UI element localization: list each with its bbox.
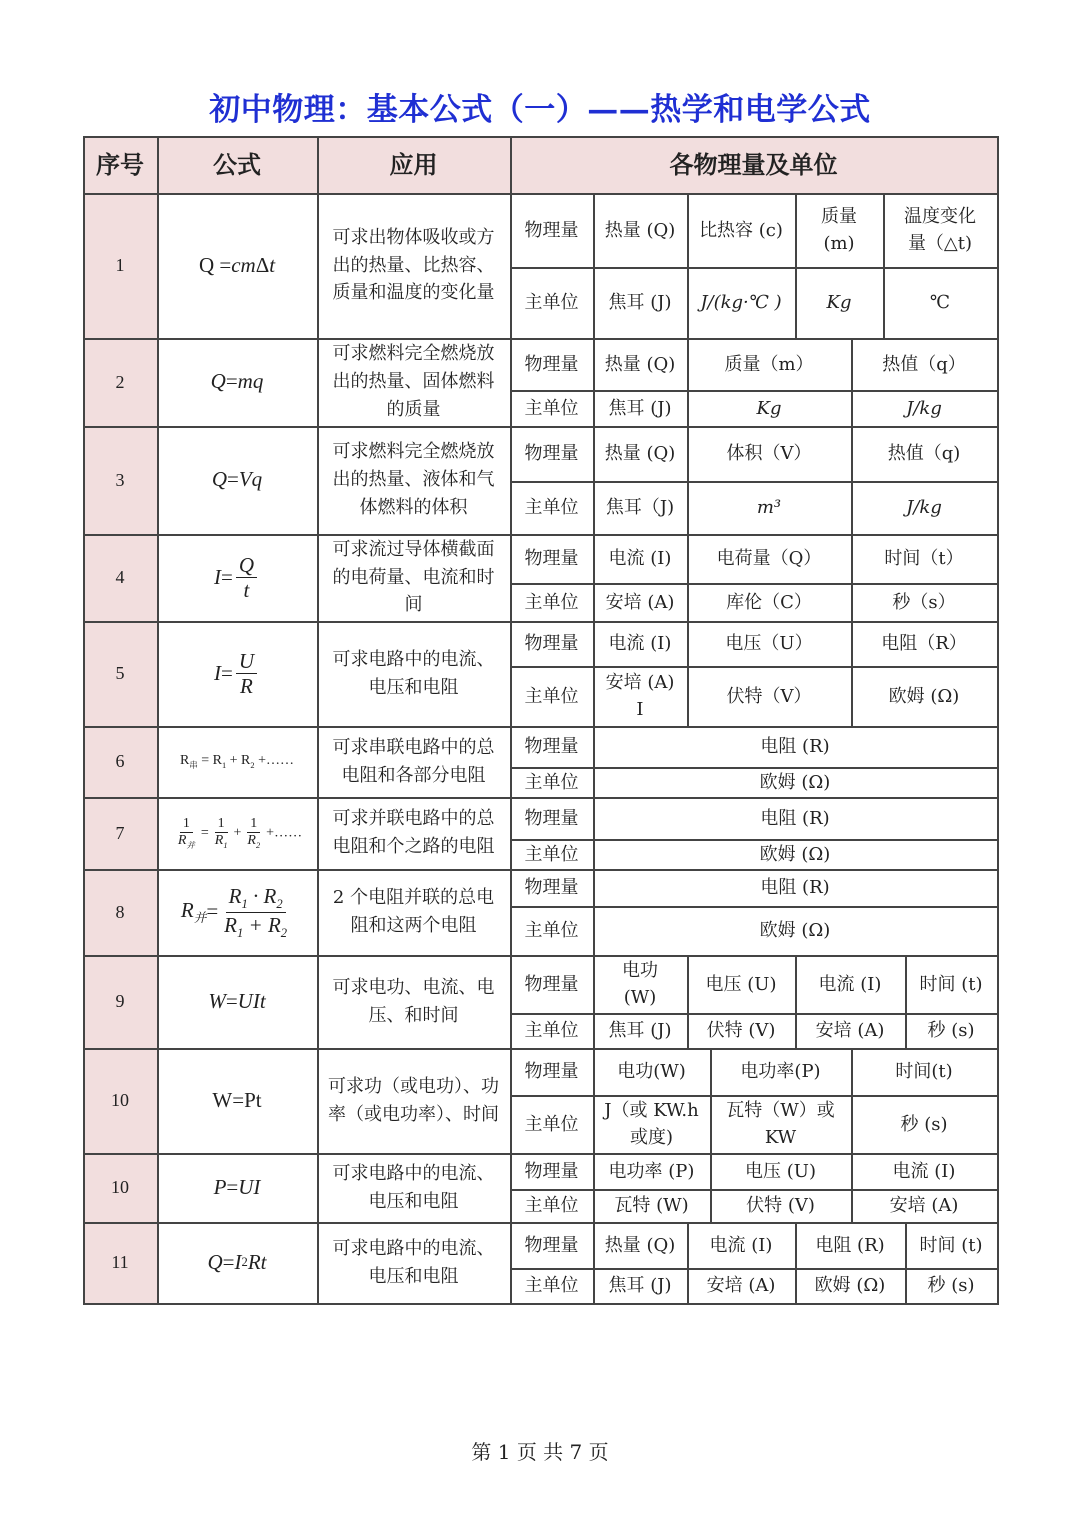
table-vline xyxy=(851,390,853,426)
unit-cell: 欧姆 (Ω) xyxy=(888,685,960,707)
table-vline xyxy=(687,1268,689,1303)
quantity-cell: 电阻 (R) xyxy=(760,877,830,898)
application-text: 可求电路中的电流、 电压和电阻 xyxy=(332,1237,495,1287)
table-vline xyxy=(905,955,907,1013)
table-hline xyxy=(83,193,999,195)
quantity-cell: 电功 (W) xyxy=(622,960,658,1008)
table-vline xyxy=(593,338,595,426)
unit-cell: J/kg xyxy=(906,397,942,419)
table-hline xyxy=(510,767,997,769)
unit-cell: J/kg xyxy=(906,497,942,518)
unit-cell: 秒 (s) xyxy=(900,1113,948,1135)
table-hline xyxy=(83,136,999,138)
application-text: 可求电功、电流、电 压、和时间 xyxy=(332,976,495,1026)
quantity-cell: 电荷量（Q） xyxy=(716,548,822,569)
unit-cell: m³ xyxy=(756,497,782,518)
page-title: 初中物理：基本公式（一）——热学和电学公式 xyxy=(209,92,871,128)
table-vline xyxy=(710,1153,712,1189)
application-text: 可求电路中的电流、 电压和电阻 xyxy=(332,1162,495,1212)
quantity-cell: 比热容 (c) xyxy=(699,219,783,241)
application-text: 2 个电阻并联的总电 阻和这两个电阻 xyxy=(332,887,495,936)
table-hline xyxy=(83,1303,999,1305)
table-vline xyxy=(687,666,689,726)
quantity-cell: 电流 (I) xyxy=(608,548,672,569)
label-unit: 主单位 xyxy=(524,397,579,419)
table-hline xyxy=(510,481,997,483)
quantity-cell: 电阻 (R) xyxy=(815,1234,885,1256)
table-vline xyxy=(710,1048,712,1095)
table-vline xyxy=(687,390,689,426)
unit-cell: 安培 (A) xyxy=(815,1020,885,1041)
label-quantity: 物理量 xyxy=(524,353,579,375)
table-vline xyxy=(593,193,595,338)
quantity-cell: 电功率(P) xyxy=(740,1061,821,1082)
unit-cell: 伏特 (V) xyxy=(746,1195,815,1216)
table-vline xyxy=(593,534,595,621)
table-vline xyxy=(795,1013,797,1048)
seq-number: 1 xyxy=(115,255,125,275)
unit-cell: ℃ xyxy=(929,292,951,313)
label-quantity: 物理量 xyxy=(524,443,579,464)
unit-cell: 焦耳 (J) xyxy=(608,1275,672,1296)
table-vline xyxy=(997,136,999,1305)
unit-cell: 库伦（C） xyxy=(726,591,812,613)
label-unit: 主单位 xyxy=(524,920,579,941)
table-vline xyxy=(795,1268,797,1303)
quantity-cell: 电压 (U) xyxy=(745,1160,816,1182)
unit-cell: 伏特 (V) xyxy=(706,1020,776,1041)
label-unit: 主单位 xyxy=(524,685,579,707)
unit-cell: 焦耳 (J) xyxy=(608,292,672,313)
unit-cell: 安培 (A) xyxy=(889,1195,959,1216)
label-quantity: 物理量 xyxy=(524,219,579,241)
header-units: 各物理量及单位 xyxy=(669,150,838,179)
table-vline xyxy=(795,955,797,1013)
table-vline xyxy=(795,193,797,267)
table-vline xyxy=(851,426,853,481)
table-vline xyxy=(851,1189,853,1222)
table-vline xyxy=(687,583,689,621)
unit-cell: 安培 (A) xyxy=(706,1275,776,1296)
formula-5: I = $\frac{U}{R}$ xyxy=(157,621,317,726)
table-vline xyxy=(905,1268,907,1303)
table-vline xyxy=(687,621,689,666)
quantity-cell: 热量 (Q) xyxy=(604,1234,676,1256)
quantity-cell: 电阻（R） xyxy=(881,633,967,654)
label-unit: 主单位 xyxy=(524,1113,579,1135)
application-text: 可求并联电路中的总 电阻和个之路的电阻 xyxy=(332,808,495,857)
seq-number: 5 xyxy=(115,663,125,683)
label-unit: 主单位 xyxy=(524,1275,579,1296)
formula-9: W = UIt xyxy=(208,988,266,1013)
table-hline xyxy=(510,583,997,585)
table-vline xyxy=(883,267,885,338)
seq-number: 10 xyxy=(111,1090,129,1110)
unit-cell: 欧姆 (Ω) xyxy=(759,843,831,865)
quantity-cell: 时间 (t) xyxy=(919,973,983,995)
quantity-cell: 电压（U） xyxy=(725,633,813,654)
table-vline xyxy=(795,1222,797,1268)
quantity-cell: 热值（q) xyxy=(887,443,961,464)
table-vline xyxy=(593,797,595,869)
application-text: 可求流过导体横截面 的电荷量、电流和时 间 xyxy=(332,538,495,616)
unit-cell: 焦耳（J) xyxy=(605,497,675,518)
quantity-cell: 电功率 (P) xyxy=(608,1160,695,1182)
table-vline xyxy=(317,136,319,1305)
seq-number: 10 xyxy=(111,1177,129,1197)
table-vline xyxy=(905,1222,907,1268)
seq-number: 9 xyxy=(115,991,125,1011)
unit-cell: 欧姆 (Ω) xyxy=(814,1275,886,1296)
table-vline xyxy=(851,621,853,666)
table-vline xyxy=(710,1095,712,1153)
quantity-cell: 热值（q） xyxy=(882,353,966,375)
table-vline xyxy=(510,136,512,1305)
label-quantity: 物理量 xyxy=(524,877,579,898)
unit-cell: 欧姆 (Ω) xyxy=(759,920,831,941)
table-vline xyxy=(593,1153,595,1222)
table-vline xyxy=(851,1095,853,1153)
quantity-cell: 电流 (I) xyxy=(818,973,882,995)
table-hline xyxy=(510,267,997,269)
application-text: 可求出物体吸收或方 出的热量、比热容、 质量和温度的变化量 xyxy=(332,226,495,304)
label-quantity: 物理量 xyxy=(524,807,579,829)
quantity-cell: 质量 (m) xyxy=(821,206,857,254)
quantity-cell: 电压 (U) xyxy=(705,973,777,995)
table-hline xyxy=(510,1268,997,1270)
formula-11: P = UI xyxy=(213,1174,261,1199)
label-unit: 主单位 xyxy=(524,591,579,613)
table-vline xyxy=(687,1013,689,1048)
table-vline xyxy=(83,136,85,1305)
unit-cell: 伏特（V） xyxy=(726,685,812,707)
header-seq: 序号 xyxy=(96,150,144,179)
application-text: 可求燃料完全燃烧放 出的热量、液体和气 体燃料的体积 xyxy=(332,441,495,518)
seq-number: 11 xyxy=(111,1252,129,1272)
quantity-cell: 热量 (Q) xyxy=(604,443,676,464)
table-hline xyxy=(510,390,997,392)
quantity-cell: 电功(W) xyxy=(617,1061,686,1082)
label-unit: 主单位 xyxy=(524,497,579,518)
seq-number: 7 xyxy=(115,822,125,843)
quantity-cell: 温度变化 量（△t) xyxy=(904,206,976,254)
table-vline xyxy=(795,267,797,338)
table-vline xyxy=(687,193,689,267)
table-vline xyxy=(593,726,595,797)
label-unit: 主单位 xyxy=(524,1020,579,1041)
table-vline xyxy=(687,267,689,338)
table-vline xyxy=(710,1189,712,1222)
application-text: 可求串联电路中的总 电阻和各部分电阻 xyxy=(332,736,495,786)
label-quantity: 物理量 xyxy=(524,548,579,569)
unit-cell: J/(kg·℃ ) xyxy=(700,292,782,313)
header-formula: 公式 xyxy=(213,150,261,179)
quantity-cell: 电流 (I) xyxy=(892,1160,956,1182)
unit-cell: Kg xyxy=(756,397,782,419)
seq-number: 6 xyxy=(115,751,125,771)
table-vline xyxy=(851,338,853,390)
application-text: 可求电路中的电流、 电压和电阻 xyxy=(332,648,495,698)
table-vline xyxy=(851,583,853,621)
table-vline xyxy=(157,136,159,1305)
unit-cell: 瓦特（W）或 KW xyxy=(726,1100,835,1148)
table-vline xyxy=(883,193,885,267)
label-quantity: 物理量 xyxy=(524,633,579,654)
formula-12: Q = I 2 Rt xyxy=(207,1249,267,1274)
quantity-cell: 电流 (I) xyxy=(709,1234,773,1256)
table-vline xyxy=(593,1222,595,1303)
label-quantity: 物理量 xyxy=(524,736,579,757)
formula-1: Q = cm Δ t xyxy=(198,252,276,277)
quantity-cell: 电阻 (R) xyxy=(760,736,830,757)
unit-cell: 秒 (s) xyxy=(927,1020,975,1041)
unit-cell: 欧姆 (Ω) xyxy=(759,771,831,793)
table-vline xyxy=(851,534,853,583)
table-vline xyxy=(905,1013,907,1048)
unit-cell: 秒（s） xyxy=(892,591,956,613)
unit-cell: 焦耳 (J) xyxy=(608,1020,672,1041)
table-vline xyxy=(593,1048,595,1153)
table-hline xyxy=(510,1013,997,1015)
label-unit: 主单位 xyxy=(524,771,579,793)
formula-4: I = $\frac{Q}{t}$ xyxy=(157,534,317,621)
table-vline xyxy=(851,666,853,726)
table-vline xyxy=(851,1048,853,1095)
table-vline xyxy=(851,481,853,534)
table-vline xyxy=(687,338,689,390)
quantity-cell: 时间 (t) xyxy=(919,1234,983,1256)
seq-number: 4 xyxy=(115,567,125,587)
unit-cell: Kg xyxy=(826,292,852,313)
formula-8: $R_并$ = $\frac{R_1 \cdot R_2}{R_1 + R_2}$ xyxy=(180,883,288,940)
quantity-cell: 电阻 (R) xyxy=(760,807,830,829)
table-vline xyxy=(687,1222,689,1268)
quantity-cell: 体积（V） xyxy=(726,443,812,464)
table-hline xyxy=(510,1189,997,1191)
table-vline xyxy=(593,869,595,955)
label-unit: 主单位 xyxy=(524,292,579,313)
table-vline xyxy=(593,955,595,1048)
label-quantity: 物理量 xyxy=(524,1160,579,1182)
table-hline xyxy=(510,666,997,668)
table-vline xyxy=(593,621,595,726)
seq-number: 2 xyxy=(115,371,125,392)
quantity-cell: 热量 (Q) xyxy=(604,353,676,375)
formula-3: Q = Vq xyxy=(211,467,263,492)
header-application: 应用 xyxy=(389,150,438,179)
page-footer: 第 1 页 共 7 页 xyxy=(471,1440,609,1464)
quantity-cell: 时间(t) xyxy=(895,1061,953,1082)
seq-number: 8 xyxy=(115,901,125,922)
seq-number: 3 xyxy=(115,469,125,490)
label-unit: 主单位 xyxy=(524,843,579,865)
table-vline xyxy=(851,1153,853,1189)
unit-cell: 安培 (A) xyxy=(605,591,675,613)
quantity-cell: 热量 (Q) xyxy=(604,219,676,241)
table-hline xyxy=(510,839,997,841)
table-vline xyxy=(687,426,689,481)
formula-10: W=Pt xyxy=(212,1087,262,1112)
quantity-cell: 时间（t） xyxy=(884,548,964,569)
label-quantity: 物理量 xyxy=(524,973,579,995)
unit-cell: 秒 (s) xyxy=(927,1275,975,1296)
unit-cell: J（或 KW.h 或度) xyxy=(604,1100,699,1148)
formula-6: $R_串 = R_1 + R_2$ +…… xyxy=(180,753,294,771)
table-vline xyxy=(687,534,689,583)
table-vline xyxy=(593,426,595,534)
unit-cell: 焦耳 (J) xyxy=(608,397,672,419)
formula-2: Q = mq xyxy=(210,369,264,394)
formula-7: $\frac{1}{R_并}$ = $\frac{1}{R_1}$ + $\frac{1}{R_2}$ +…… xyxy=(177,815,303,850)
label-quantity: 物理量 xyxy=(524,1061,579,1082)
table-vline xyxy=(687,955,689,1013)
table-hline xyxy=(510,906,997,908)
table-vline xyxy=(687,481,689,534)
quantity-cell: 质量（m） xyxy=(724,353,814,375)
application-text: 可求燃料完全燃烧放 出的热量、固体燃料 的质量 xyxy=(332,343,495,420)
unit-cell: 瓦特 (W) xyxy=(614,1195,689,1216)
application-text: 可求功（或电功）、功 率（或电功率）、时间 xyxy=(328,1075,499,1125)
label-unit: 主单位 xyxy=(524,1195,579,1216)
label-quantity: 物理量 xyxy=(524,1234,579,1256)
quantity-cell: 电流 (I) xyxy=(608,633,672,654)
table-hline xyxy=(510,1095,997,1097)
unit-cell: 安培 (A) I xyxy=(605,672,675,720)
